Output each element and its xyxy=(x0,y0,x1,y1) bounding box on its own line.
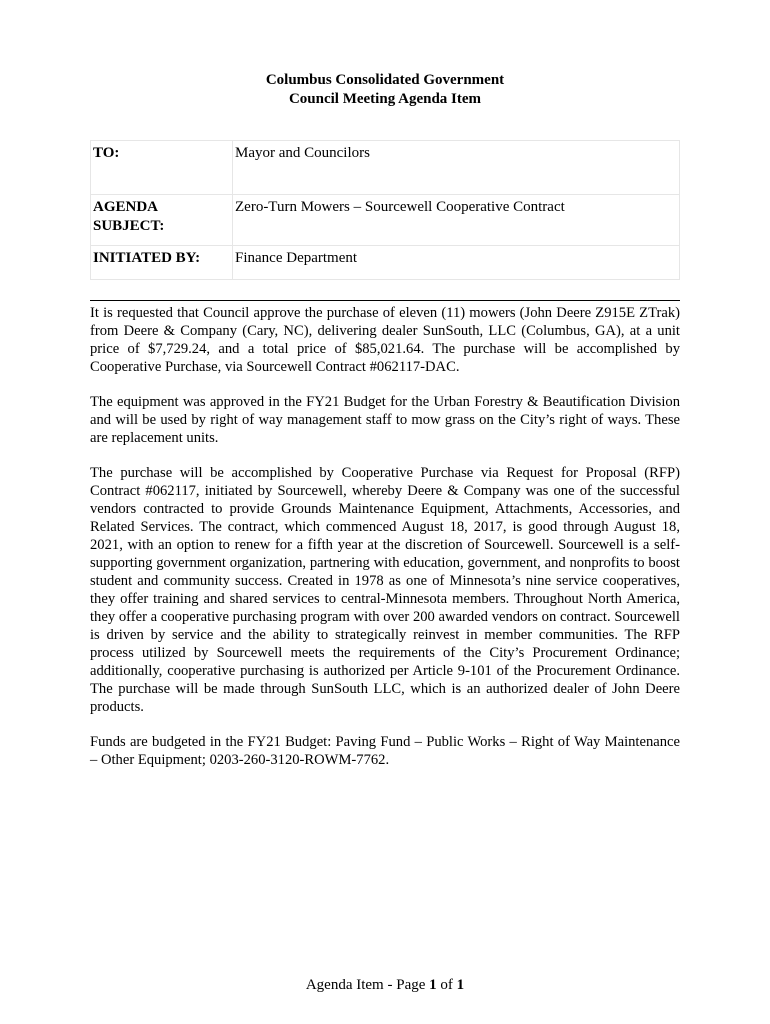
document-title: Council Meeting Agenda Item xyxy=(288,91,482,107)
separator-line xyxy=(90,300,680,301)
to-value: Mayor and Councilors xyxy=(233,141,680,195)
footer-page-total: 1 xyxy=(456,977,465,993)
initiated-by-label: INITIATED BY: xyxy=(91,246,233,280)
footer-prefix: Agenda Item - Page xyxy=(305,977,430,993)
paragraph-funding: Funds are budgeted in the FY21 Budget: Paving Fund – Public Works – Right of Way Maintenance – Other Equipment; 0203-260-3120-ROWM-7762. xyxy=(90,734,680,768)
agenda-body xyxy=(90,304,680,786)
subject-label-line1: AGENDA xyxy=(93,199,159,215)
table-row xyxy=(91,195,680,246)
table-row xyxy=(91,141,680,195)
subject-label-line2: SUBJECT: xyxy=(93,218,165,234)
footer-page-number: 1 xyxy=(429,977,437,993)
paragraph-budget-approval: The equipment was approved in the FY21 Budget for the Urban Forestry & Beautification Division and will be used by right of way management staff to mow grass on the City’s right of ways. These are replacement units. xyxy=(90,394,680,446)
paragraph-request: It is requested that Council approve the purchase of eleven (11) mowers (John Deere Z915E ZTrak) from Deere & Company (Cary, NC), delivering dealer SunSouth, LLC (Columbus, GA), at a unit price of $7,729.24, and a total price of $85,021.64. The purchase will be accomplished by Cooperative Purchase, via Sourcewell Contract #062117-DAC. xyxy=(90,305,680,375)
footer-of: of xyxy=(436,977,457,993)
page-footer xyxy=(0,977,770,994)
table-row xyxy=(91,246,680,280)
to-label: TO: xyxy=(91,141,233,195)
initiated-by-value: Finance Department xyxy=(233,246,680,280)
document-header xyxy=(0,71,770,109)
agenda-info-table xyxy=(90,140,680,280)
subject-value: Zero-Turn Mowers – Sourcewell Cooperative Contract xyxy=(233,195,680,246)
paragraph-cooperative-purchase: The purchase will be accomplished by Cooperative Purchase via Request for Proposal (RFP) Contract #062117, initiated by Sourcewell, whereby Deere & Company was one of the successful vendors contracted to provide Grounds Maintenance Equipment, Attachments, Accessories, and Related Services. The contract, which commenced August 18, 2017, is good through August 18, 2021, with an option to renew for a fifth year at the discretion of Sourcewell. Sourcewell is a self-supporting government organization, partnering with education, government, and nonprofits to boost student and community success. Created in 1978 as one of Minnesota’s nine service cooperatives, they offer training and shared services to central-Minnesota members. Throughout North America, they offer a cooperative purchasing program with over 200 awarded vendors on contract. Sourcewell is driven by service and the ability to strategically reinvest in member communities. The RFP process utilized by Sourcewell meets the requirements of the City’s Procurement Ordinance; additionally, cooperative purchasing is authorized per Article 9-101 of the Procurement Ordinance. The purchase will be made through SunSouth LLC, which is an authorized dealer of John Deere products. xyxy=(90,465,680,715)
subject-label xyxy=(91,195,233,246)
organization-title: Columbus Consolidated Government xyxy=(265,72,505,88)
